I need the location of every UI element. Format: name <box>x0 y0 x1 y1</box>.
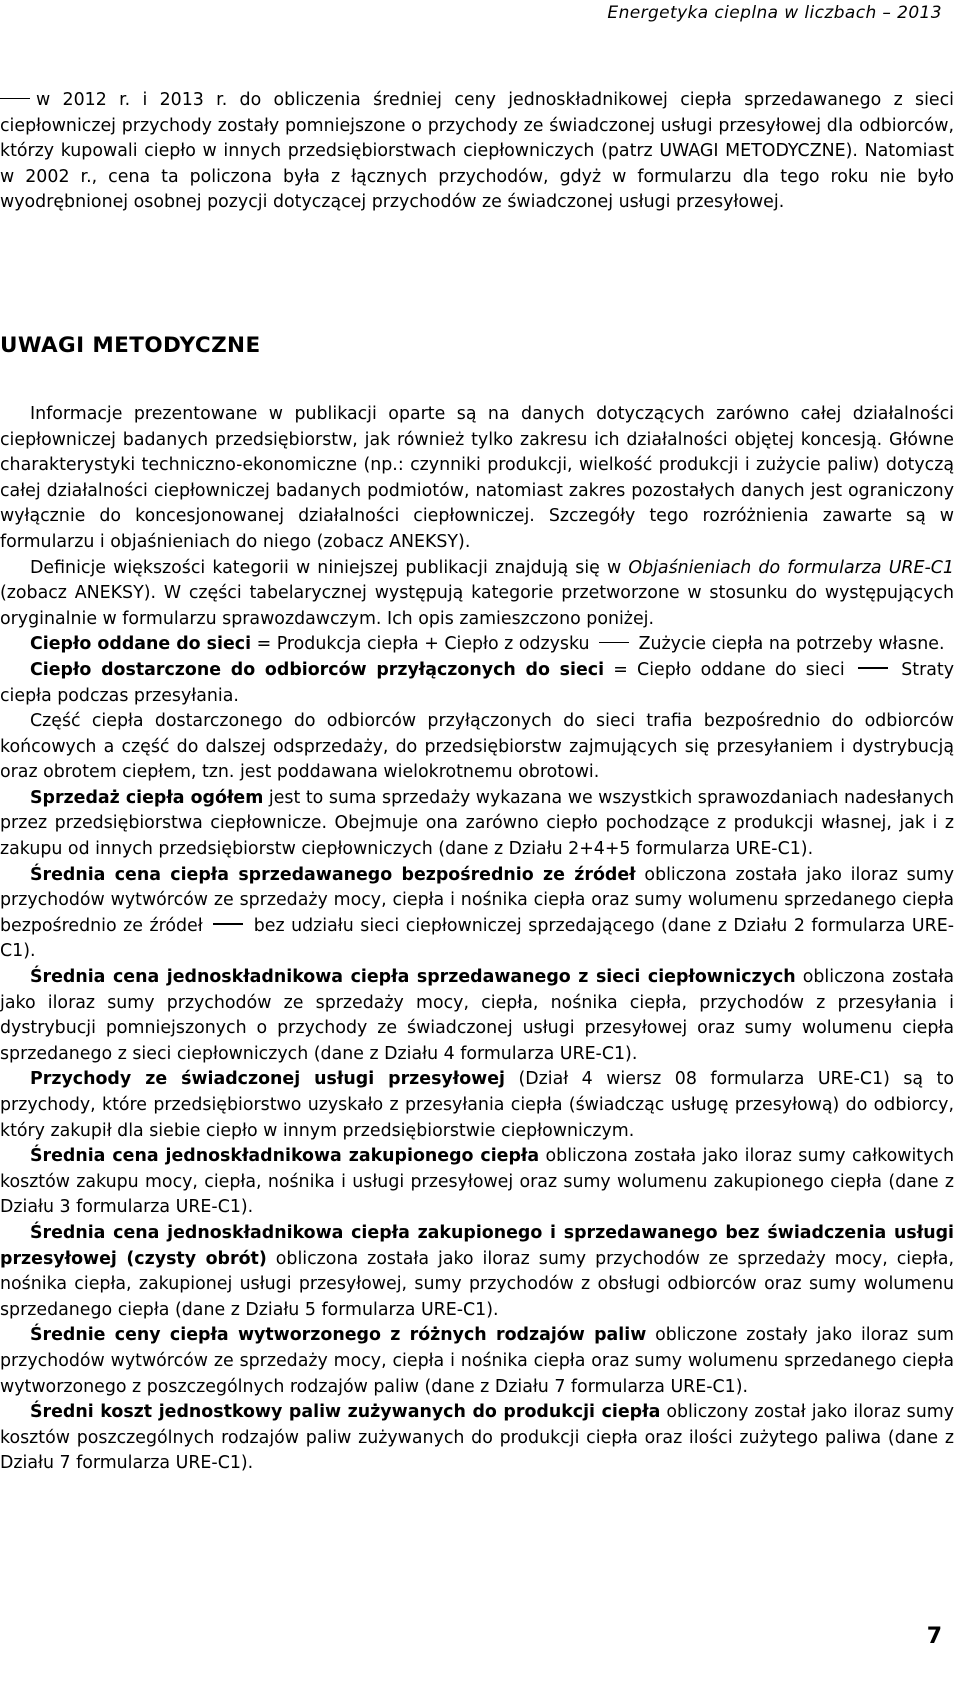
paragraph-definitions <box>0 556 954 633</box>
section-heading: UWAGI METODYCZNE <box>0 332 261 358</box>
p13-text: obliczony został jako iloraz sumy kosztów poszczególnych rodzajów paliw zużywanych do produkcji ciepła oraz ilości zużytego paliwa (dane z Działu 7 formularza URE-C1). <box>0 1402 954 1474</box>
term-fuel-unit-cost: Średni koszt jednostkowy paliw zużywanych do produkcji ciepła <box>30 1402 661 1423</box>
p3-text-b: Zużycie ciepła na potrzeby własne. <box>633 634 945 655</box>
p12-text: obliczone zostały jako iloraz sum przychodów wytwórców ze sprzedaży mocy, ciepła i nośnika ciepła oraz sumy wolumenu sprzedanego ciepła wytworzonego z poszczególnych rodzajów paliw (dane z Działu 7 formularza URE-C1). <box>0 1325 954 1397</box>
p2-italic-ref: Objaśnieniach do formularza URE-C1 <box>628 557 954 578</box>
term-avg-price-trade: Średnia cena jednoskładnikowa ciepła zakupionego i sprzedawanego bez świadczenia usługi przesyłowej (czysty obrót) <box>0 1222 954 1269</box>
p4-text-a: = Ciepło oddane do sieci <box>604 659 854 680</box>
p2-text-b: (zobacz ANEKSY). W części tabelarycznej występują kategorie przetworzone w stosunku do występujących oryginalnie w formularzu sprawozdawczym. Ich opis zamieszczono poniżej. <box>0 583 954 629</box>
paragraph-heat-flow: Część ciepła dostarczonego do odbiorców przyłączonych do sieci trafia bezpośrednio do odbiorców końcowych a część do dalszej odsprzedaży, do przedsiębiorstw zajmujących się przesyłaniem i dystrybucją oraz obrotem ciepłem, tzn. jest poddawana wielokrotnemu obrotowi. <box>0 711 954 783</box>
term-total-sales: Sprzedaż ciepła ogółem <box>30 787 264 808</box>
page-content <box>0 88 954 1477</box>
p6-text: jest to suma sprzedaży wykazana we wszystkich sprawozdaniach nadesłanych przez przedsiębiorstwa ciepłownicze. Obejmuje ona zarówno ciepło pochodzące z produkcji własnej, jak i z zakupu od innych przedsiębiorstw ciepłowniczych (dane z Działu 2+4+5 formularza URE-C1). <box>0 787 954 860</box>
paragraph-avg-price-network <box>0 965 954 1067</box>
paragraph-avg-price-fuels <box>0 1323 954 1400</box>
paragraph-avg-price-purchased <box>0 1144 954 1221</box>
running-header: Energetyka cieplna w liczbach – 2013 <box>607 3 942 23</box>
p4-text-b: Straty ciepła podczas przesyłania. <box>0 659 954 706</box>
term-avg-price-network: Średnia cena jednoskładnikowa ciepła sprzedawanego z sieci ciepłowniczych <box>30 967 796 988</box>
term-avg-price-fuels: Średnie ceny ciepła wytworzonego z różnych rodzajów paliw <box>30 1325 647 1346</box>
term-heat-to-network: Ciepło oddane do sieci <box>30 634 252 655</box>
minus-dash <box>599 642 629 643</box>
paragraph-total-sales <box>0 786 954 863</box>
p3-text-a: = Produkcja ciepła + Ciepło z odzysku <box>251 634 596 655</box>
paragraph-heat-delivered <box>0 658 954 709</box>
term-transmission-revenue: Przychody ze świadczonej usługi przesyłowej <box>30 1069 505 1090</box>
methodology-section <box>0 402 954 1477</box>
dash <box>213 923 243 924</box>
p8-text: obliczona została jako iloraz sumy przychodów ze sprzedaży mocy, ciepła, nośnika ciepła, przychodów z przesyłania i dystrybucji pomniejszonych o przychody ze świadczonej usługi przesyłowej oraz sumy wolumenu ciepła sprzedanego z sieci ciepłowniczych (dane z Działu 4 formularza URE-C1). <box>0 967 955 1064</box>
paragraph-fuel-unit-cost <box>0 1400 954 1477</box>
intro-paragraph <box>0 88 954 216</box>
p11-text: obliczona została jako iloraz sumy przychodów ze sprzedaży mocy, ciepła, nośnika ciepła, zakupionej usługi przesyłowej, sumy przychodów z obsługi odbiorców oraz sumy wolumenu sprzedanego ciepła (dane z Działu 5 formularza URE-C1). <box>0 1248 954 1320</box>
p7-text-b: bez udziału sieci ciepłowniczej sprzedającego (dane z Działu 2 formularza URE-C1). <box>0 915 955 962</box>
p10-text: obliczona została jako iloraz sumy całkowitych kosztów zakupu mocy, ciepła, nośnika i usługi przesyłowej oraz sumy wolumenu zakupionego ciepła (dane z Działu 3 formularza URE-C1). <box>0 1146 954 1218</box>
p9-text: (Dział 4 wiersz 08 formularza URE-C1) są to przychody, które przedsiębiorstwo uzyskało z przesyłania ciepła (świadcząc usługę przesyłową) do odbiorcy, który zakupił dla siebie ciepło w innym przedsiębiorstwie ciepłowniczym. <box>0 1069 954 1141</box>
term-avg-price-purchased: Średnia cena jednoskładnikowa zakupionego ciepła <box>30 1146 540 1167</box>
page-number: 7 <box>926 1624 942 1649</box>
p7-text-a: obliczona została jako iloraz sumy przychodów wytwórców ze sprzedaży mocy, ciepła i nośnika ciepła oraz sumy wolumenu sprzedanego ciepła bezpośrednio ze źródeł <box>0 864 955 936</box>
term-avg-price-source: Średnia cena ciepła sprzedawanego bezpośrednio ze źródeł <box>30 864 636 885</box>
intro-text: w 2012 r. i 2013 r. do obliczenia średniej ceny jednoskładnikowej ciepła sprzedawanego z sieci ciepłowniczej przychody zostały pomniejszone o przychody ze świadczonej usługi przesyłowej dla odbiorców, którzy kupowali ciepło w innych przedsiębiorstwach ciepłowniczych (patrz UWAGI METODYCZNE). Natomiast w 2002 r., cena ta policzona była z łącznych przychodów, gdyż w formularzu dla tego roku nie było wyodrębnionej osobnej pozycji dotyczącej przychodów ze świadczonej usługi przesyłowej. <box>0 90 954 213</box>
term-heat-delivered: Ciepło dostarczone do odbiorców przyłączonych do sieci <box>30 659 605 680</box>
paragraph-heat-to-network <box>0 632 954 658</box>
paragraph-avg-price-source <box>0 863 954 965</box>
p2-text-a: Definicje większości kategorii w niniejszej publikacji znajdują się w <box>30 557 629 578</box>
minus-dash <box>858 667 888 668</box>
paragraph-transmission-revenue <box>0 1067 954 1144</box>
paragraph-info: Informacje prezentowane w publikacji oparte są na danych dotyczących zarówno całej działalności ciepłowniczej badanych przedsiębiorstw, jak również tylko zakresu ich działalności objętej koncesją. Główne charakterystyki techniczno-ekonomiczne (np.: czynniki produkcji, wielkość produkcji i zużycie paliw) dotyczą całej działalności ciepłowniczej badanych podmiotów, natomiast zakres pozostałych danych jest ograniczony wyłącznie do koncesjonowanej działalności ciepłowniczej. Szczegóły tego rozróżnienia zawarte są w formularzu i objaśnieniach do niego (zobacz ANEKSY). <box>0 403 954 552</box>
dash-bullet <box>0 98 30 99</box>
paragraph-avg-price-trade <box>0 1221 954 1323</box>
